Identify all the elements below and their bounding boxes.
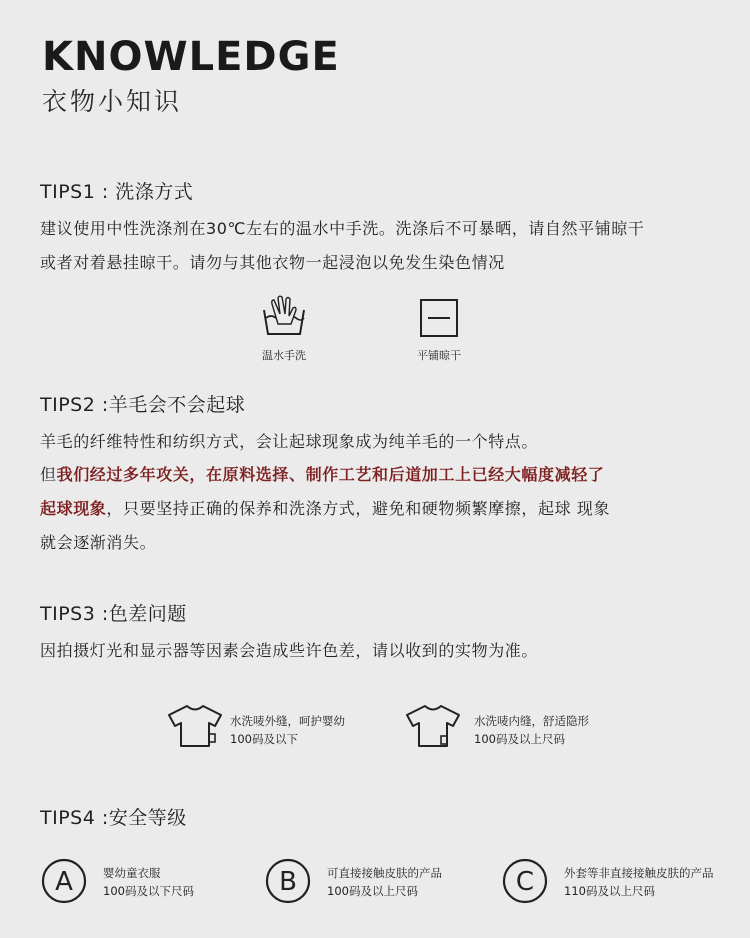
grade-b-letter: B <box>279 867 297 897</box>
shirt2-line1: 水洗唛内缝，舒适隐形 <box>474 714 589 728</box>
tip4-heading: TIPS4 :安全等级 <box>40 807 187 829</box>
page-title-en: KNOWLEDGE <box>42 34 340 80</box>
grade-a-letter: A <box>55 867 73 897</box>
grade-c-badge <box>502 858 548 904</box>
grade-b-line1: 可直接接触皮肤的产品 <box>327 866 442 880</box>
shirt1-line1: 水洗唛外缝，呵护婴幼 <box>230 714 345 728</box>
grade-c-letter: C <box>515 867 535 897</box>
dry-flat-label: 平铺晾干 <box>417 349 461 362</box>
dry-flat-icon <box>420 299 458 337</box>
tip2-line1: 羊毛的纤维特性和纺织方式，会让起球现象成为纯羊毛的一个特点。 <box>40 432 539 451</box>
shirt2-line2: 100码及以上尺码 <box>474 732 565 746</box>
page-title-cn: 衣物小知识 <box>42 87 183 116</box>
tip2-line3-rest: ，只要坚持正确的保养和洗涤方式，避免和硬物频繁摩擦，起球 现象 <box>106 499 611 518</box>
tip1-heading: TIPS1 : 洗涤方式 <box>40 181 194 203</box>
shirt1-line2: 100码及以下 <box>230 732 298 746</box>
tip3-line1: 因拍摄灯光和显示器等因素会造成些许色差，请以收到的实物为准。 <box>40 641 539 660</box>
tip1-line2: 或者对着悬挂晾干。请勿与其他衣物一起浸泡以免发生染色情况 <box>40 253 505 272</box>
tip3-heading: TIPS3 :色差问题 <box>40 603 187 625</box>
tshirt-outer-seam-icon <box>167 704 223 748</box>
grade-a-line1: 婴幼童衣服 <box>103 866 161 880</box>
grade-a-badge <box>41 858 87 904</box>
tip2-line3-highlight: 起球现象 <box>40 499 107 518</box>
grade-c-line1: 外套等非直接接触皮肤的产品 <box>564 866 714 880</box>
grade-b-line2: 100码及以上尺码 <box>327 884 418 898</box>
grade-a-line2: 100码及以下尺码 <box>103 884 194 898</box>
tip2-heading: TIPS2 :羊毛会不会起球 <box>40 394 246 416</box>
tip1-line1: 建议使用中性洗涤剂在30℃左右的温水中手洗。洗涤后不可暴晒，请自然平铺晾干 <box>40 219 645 238</box>
tip2-line3 <box>40 496 610 519</box>
tip2-line4: 就会逐渐消失。 <box>40 533 157 552</box>
hand-wash-icon <box>258 294 310 338</box>
tip2-line2 <box>40 462 604 485</box>
grade-b-badge <box>265 858 311 904</box>
tip2-line2-highlight: 我们经过多年攻关，在原料选择、制作工艺和后道加工上已经大幅度减轻了 <box>56 465 605 484</box>
tip2-line2-prefix: 但 <box>40 465 57 484</box>
grade-c-line2: 110码及以上尺码 <box>564 884 655 898</box>
tshirt-inner-seam-icon <box>405 704 461 748</box>
hand-wash-label: 温水手洗 <box>262 349 306 362</box>
